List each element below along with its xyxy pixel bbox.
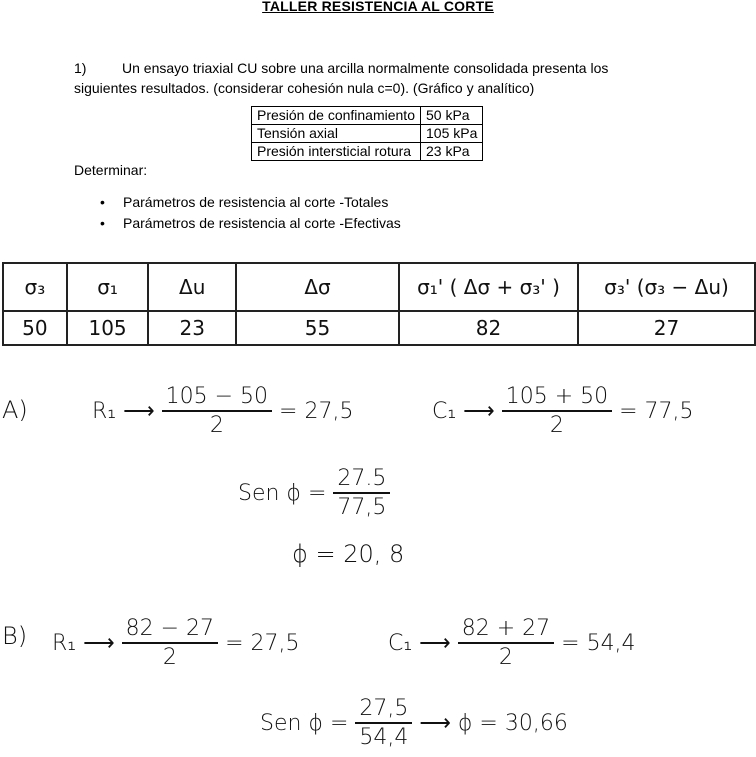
value-delta-u: 23 [148, 311, 236, 345]
part-a-label: A) [2, 396, 28, 424]
sine-fraction [333, 466, 390, 522]
value-delta-sigma: 55 [236, 311, 399, 345]
fraction-numerator: 27.5 [333, 466, 390, 494]
radius-fraction [162, 384, 272, 440]
value-sigma1: 105 [67, 311, 149, 345]
list-item: • Parámetros de resistencia al corte -Totales [100, 192, 401, 213]
part-a-center [432, 384, 694, 440]
value-sigma1-effective: 82 [399, 311, 578, 345]
fraction-denominator: 2 [498, 645, 513, 670]
radius-fraction [122, 616, 218, 672]
problem-text-line2: siguientes resultados. (considerar cohesión nula c=0). (Gráfico y analítico) [74, 80, 535, 96]
fraction-numerator: 105 + 50 [502, 384, 612, 412]
fraction-denominator: 2 [162, 645, 177, 670]
fraction-denominator: 2 [549, 413, 564, 438]
fraction-denominator: 54,4 [359, 725, 409, 750]
center-result: = 54,4 [561, 631, 636, 656]
table-row [252, 143, 483, 161]
header-delta-sigma: Δσ [236, 263, 399, 311]
determine-list [100, 192, 401, 234]
table-row [252, 107, 483, 125]
fraction-denominator: 2 [209, 413, 224, 438]
fraction-numerator: 82 − 27 [122, 616, 218, 644]
header-sigma3: σ₃ [3, 263, 67, 311]
header-sigma1: σ₁ [67, 263, 149, 311]
part-b-label: B) [2, 622, 28, 650]
problem-statement [74, 58, 688, 78]
value-sigma3-effective: 27 [578, 311, 755, 345]
fraction-numerator: 27,5 [355, 696, 412, 724]
document-title: TALLER RESISTENCIA AL CORTE [262, 0, 494, 14]
part-b-center [388, 616, 636, 672]
radius-result: = 27,5 [225, 631, 300, 656]
radius-label: R₁ ⟶ [92, 399, 155, 424]
fraction-numerator: 105 − 50 [162, 384, 272, 412]
header-sigma1-effective: σ₁' ( Δσ + σ₃' ) [399, 263, 578, 311]
center-fraction [502, 384, 612, 440]
header-delta-u: Δu [148, 263, 236, 311]
given-label: Tensión axial [252, 125, 421, 143]
part-a-radius [92, 384, 353, 440]
part-b-sine [260, 696, 568, 752]
given-value: 23 kPa [421, 143, 483, 161]
header-sigma3-effective: σ₃' (σ₃ − Δu) [578, 263, 755, 311]
table-header-row [3, 263, 755, 311]
fraction-numerator: 82 + 27 [458, 616, 554, 644]
center-label: C₁ ⟶ [432, 399, 495, 424]
part-a-phi-result: ϕ = 20, 8 [292, 540, 405, 568]
table-row [3, 311, 755, 345]
problem-text-line1: Un ensayo triaxial CU sobre una arcilla normalmente consolidada presenta los [122, 60, 609, 76]
part-b-radius [52, 616, 299, 672]
fraction-denominator: 77,5 [337, 495, 387, 520]
given-value: 50 kPa [421, 107, 483, 125]
center-label: C₁ ⟶ [388, 631, 451, 656]
phi-result: ϕ = 30,66 [457, 711, 568, 736]
determine-label: Determinar: [74, 162, 148, 178]
sine-label: Sen ϕ = [260, 711, 349, 736]
table-row [252, 125, 483, 143]
sine-fraction [355, 696, 412, 752]
given-label: Presión de confinamiento [252, 107, 421, 125]
part-a-sine [238, 466, 390, 522]
given-value: 105 kPa [421, 125, 483, 143]
value-sigma3: 50 [3, 311, 67, 345]
center-fraction [458, 616, 554, 672]
list-item: • Parámetros de resistencia al corte -Efectivas [100, 213, 401, 234]
given-label: Presión intersticial rotura [252, 143, 421, 161]
given-data-table [251, 106, 483, 161]
sine-label: Sen ϕ = [238, 481, 327, 506]
radius-result: = 27,5 [279, 399, 354, 424]
arrow-icon: ⟶ [419, 711, 451, 736]
problem-number: 1) [74, 60, 87, 76]
results-table [2, 262, 756, 346]
center-result: = 77,5 [619, 399, 694, 424]
radius-label: R₁ ⟶ [52, 631, 115, 656]
